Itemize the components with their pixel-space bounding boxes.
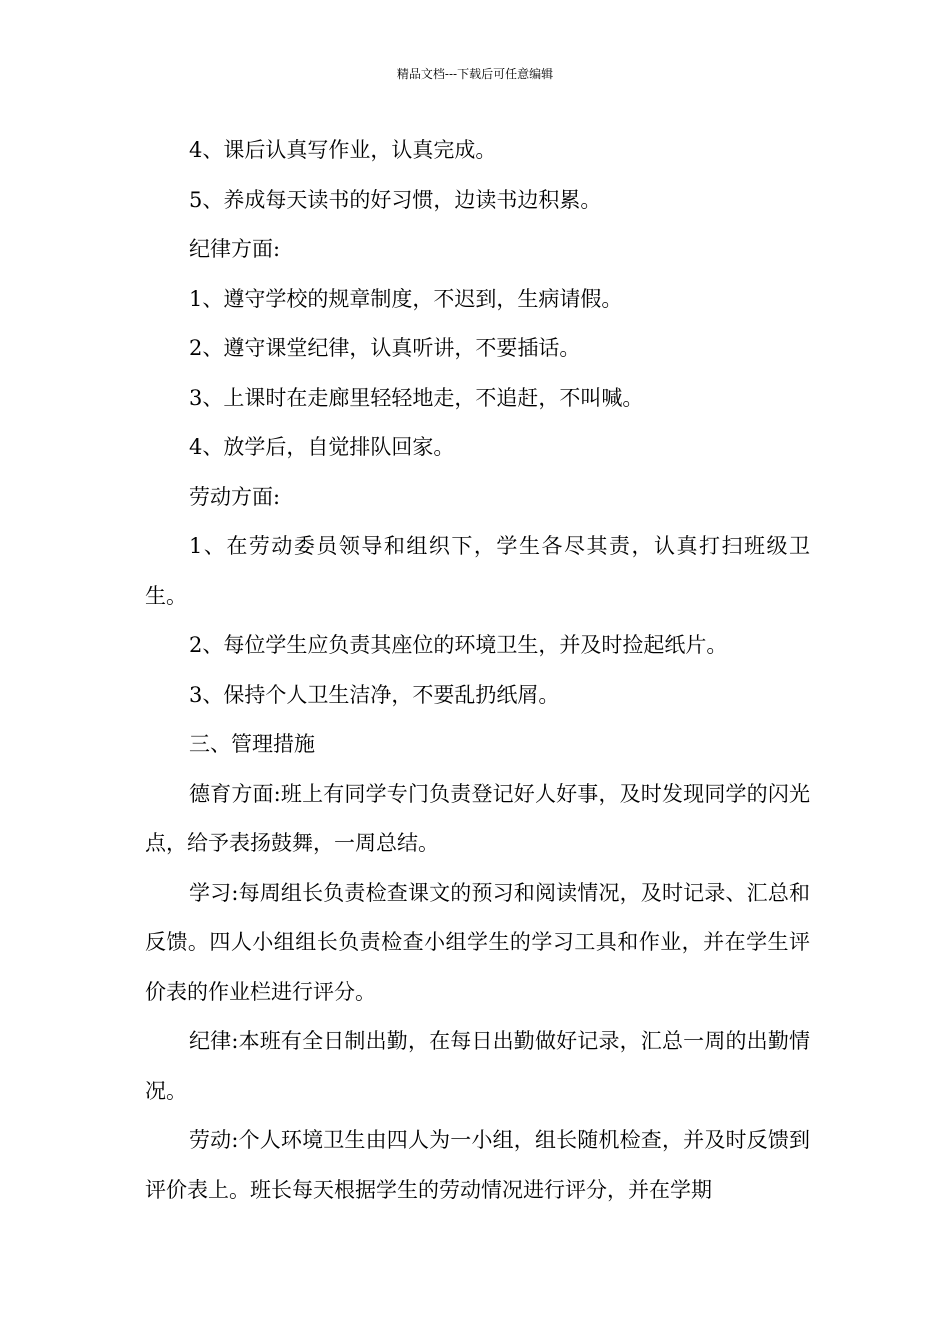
document-body [145, 126, 810, 1215]
paragraph: 5、养成每天读书的好习惯，边读书边积累。 [189, 187, 602, 212]
section-heading: 纪律方面: [189, 237, 281, 261]
section-heading: 三、管理措施 [189, 732, 315, 756]
paragraph: 4、课后认真写作业，认真完成。 [189, 138, 497, 162]
section-heading: 劳动方面: [189, 484, 281, 509]
paragraph: 学习:每周组长负责检查课文的预习和阅读情况，及时记录、汇总和反馈。四人小组组长负责检查小组学生的学习工具和作业，并在学生评价表的作业栏进行评分。 [145, 880, 810, 1004]
paragraph: 1、在劳动委员领导和组织下，学生各尽其责，认真打扫班级卫生。 [145, 534, 810, 608]
paragraph: 1、遵守学校的规章制度，不迟到，生病请假。 [189, 286, 623, 311]
paragraph: 3、保持个人卫生洁净，不要乱扔纸屑。 [189, 682, 560, 707]
paragraph: 纪律:本班有全日制出勤，在每日出勤做好记录，汇总一周的出勤情况。 [145, 1029, 810, 1103]
paragraph: 2、每位学生应负责其座位的环境卫生，并及时捡起纸片。 [189, 633, 728, 657]
paragraph: 劳动:个人环境卫生由四人为一小组，组长随机检查，并及时反馈到评价表上。班长每天根据学生的劳动情况进行评分，并在学期 [145, 1128, 810, 1202]
paragraph: 德育方面:班上有同学专门负责登记好人好事，及时发现同学的闪光点，给予表扬鼓舞，一周总结。 [145, 781, 810, 855]
paragraph: 2、遵守课堂纪律，认真听讲，不要插话。 [189, 336, 581, 360]
paragraph: 4、放学后，自觉排队回家。 [189, 435, 455, 459]
paragraph: 3、上课时在走廊里轻轻地走，不追赶，不叫喊。 [189, 385, 644, 410]
page-header: 精品文档---下载后可任意编辑 [396, 67, 554, 81]
